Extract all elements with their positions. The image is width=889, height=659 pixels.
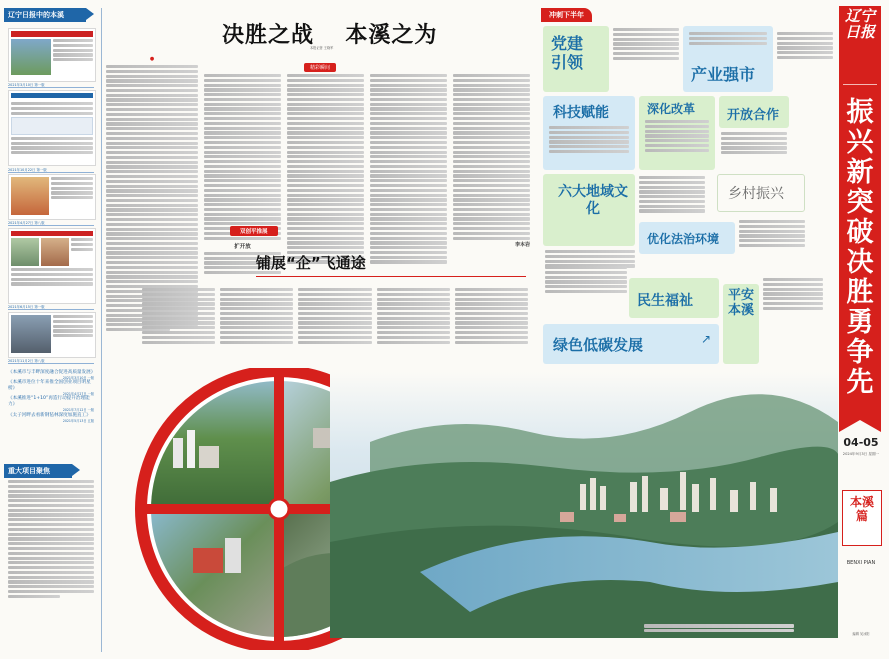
thumbnail-caption: 2021年6月15日 第一版 <box>8 304 94 310</box>
right-panel <box>541 8 835 368</box>
section-label: 精彩瞬间 <box>304 63 336 72</box>
tile-xiangcun[interactable] <box>717 174 805 212</box>
tile-title: 民生福祉 <box>637 293 693 309</box>
byline: 本报记者 王晓军 <box>310 46 334 50</box>
author-sign: 李本岩 <box>514 242 530 249</box>
events-list <box>8 480 94 600</box>
tile-title: 深化改革 <box>647 102 696 116</box>
tile-lvse[interactable] <box>543 324 719 364</box>
masthead <box>839 6 885 654</box>
newspaper-thumbnail <box>8 90 96 166</box>
tile-kaifang[interactable] <box>719 96 789 128</box>
paper-name: 辽宁日报 <box>844 7 875 41</box>
events-header: 重大项目聚焦 <box>4 464 72 478</box>
article-title: 铺展“企”飞通途 <box>256 254 366 272</box>
link-date: 2021年3月10日 一版 <box>62 376 94 380</box>
left-sidebar <box>4 8 96 652</box>
landscape-svg <box>330 372 838 638</box>
tile-dangjian[interactable] <box>543 26 609 92</box>
edition-label: 本溪篇 <box>849 495 874 523</box>
link-date: 2021年5月13日 五版 <box>62 418 94 423</box>
tile-keji[interactable] <box>543 96 635 170</box>
thumbnail-caption: 2021年10月22日 第一版 <box>8 167 94 173</box>
newspaper-thumbnail <box>8 174 96 220</box>
tile-title: 科技赋能 <box>553 105 609 121</box>
link-date: 2021年4月27日 一版 <box>62 392 94 397</box>
arrow-icon: ↗ <box>700 332 711 346</box>
tile-title: 平安本溪 <box>728 288 755 318</box>
column-divider <box>101 8 102 652</box>
headline-part-1: 决胜之战 <box>222 23 315 48</box>
link-date: 2021年7月12日 一版 <box>62 408 94 413</box>
editor-credit: 编辑 吴冰阳 <box>852 632 870 636</box>
tile-title: 产业强市 <box>691 65 756 84</box>
sidebar-link[interactable]: 《本溪推进“1+10”再造行动提升治理能力》 <box>8 396 90 408</box>
edition-en: BENXI PIAN <box>846 560 876 566</box>
tile-shenhua[interactable] <box>639 96 715 170</box>
masthead-slogan: 振兴新突破 决胜勇争先 <box>846 97 874 398</box>
publish-date: 2024年9月3日 星期一 <box>842 452 880 456</box>
headline-part-2: 本溪之为 <box>345 23 438 48</box>
edition-box <box>842 490 882 546</box>
sidebar-header: 辽宁日报中的本溪 <box>4 8 86 22</box>
sidebar-link[interactable]: 《本溪市进位十年来推全国创业项目明星榜》 <box>8 380 91 392</box>
newspaper-thumbnail <box>8 312 96 358</box>
tile-title: 六大地域文化 <box>558 184 628 217</box>
newspaper-thumbnail <box>8 228 96 304</box>
left-text-column: ● <box>106 56 198 333</box>
tile-title: 绿色低碳发展 <box>553 336 644 354</box>
main-headline <box>222 18 437 49</box>
photo-caption <box>644 624 794 634</box>
section-badge: 双创平推展 <box>230 226 278 236</box>
tile-liuda[interactable] <box>543 174 635 246</box>
tile-chanye[interactable] <box>683 26 773 92</box>
tile-minsheng[interactable] <box>629 278 719 318</box>
tile-title: 开放合作 <box>727 108 780 123</box>
sidebar-link[interactable]: 《本溪市与丰畔深度融合促进高质量发展》 <box>8 370 96 375</box>
thumbnail-caption: 2021年11月2日 第八版 <box>8 358 94 364</box>
lower-text-columns <box>142 288 528 345</box>
thumbnail-caption: 2021年3月10日 第一版 <box>8 82 94 88</box>
sidebar-link[interactable]: 《太子河畔去看新钢毡林深度加施直工》 <box>8 412 91 418</box>
panel-header: 冲刺下半年 <box>541 8 592 22</box>
upper-text-columns: 扩开放 李本岩 <box>204 74 530 276</box>
tile-title: 党建引领 <box>551 34 584 72</box>
thumbnail-caption: 2021年4月27日 第八版 <box>8 220 94 226</box>
page-number: 04-05 <box>843 436 879 449</box>
masthead-ribbon-tip <box>839 420 881 432</box>
landscape-photo <box>330 372 838 638</box>
tile-title: 优化法治环境 <box>647 232 720 246</box>
sidebar-links <box>8 366 94 458</box>
tile-title: 乡村振兴 <box>728 186 784 202</box>
tile-fazhi[interactable] <box>639 222 735 254</box>
tile-pingan[interactable] <box>723 284 759 364</box>
newspaper-thumbnail <box>8 28 96 82</box>
